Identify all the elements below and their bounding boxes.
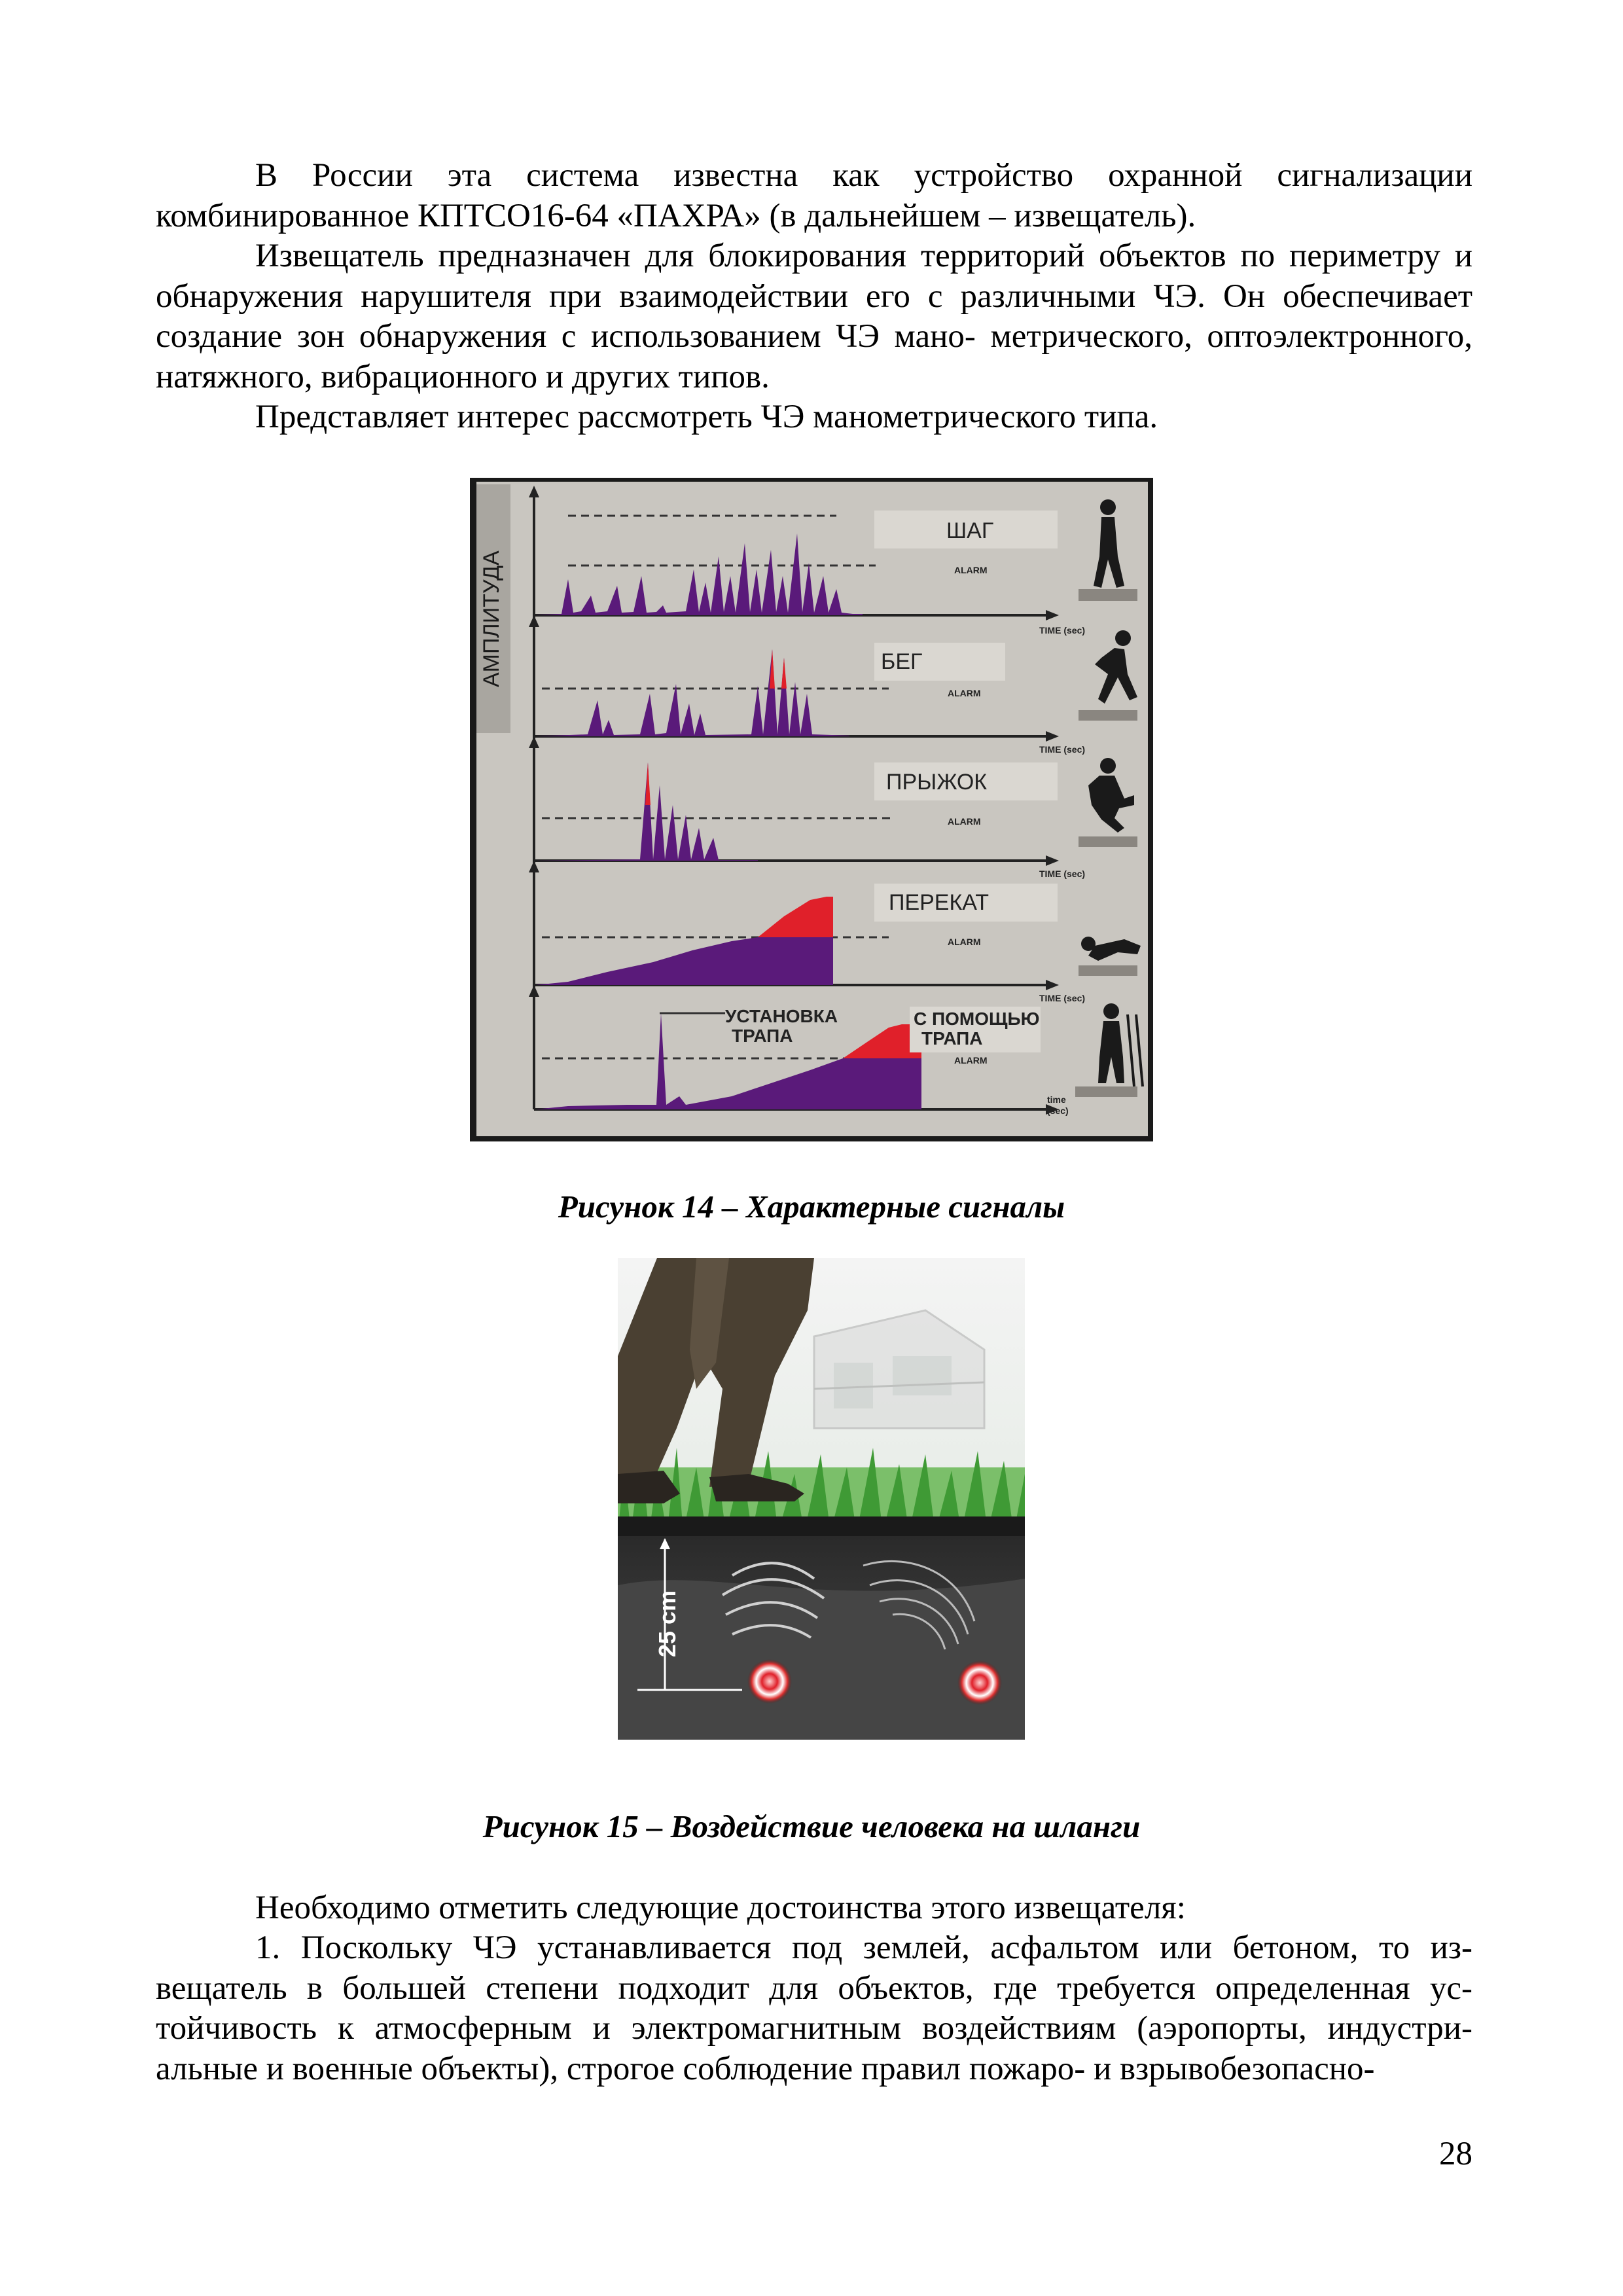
paragraph-5: 1. Поскольку ЧЭ устанавливается под землей, асфальтом или бетоном, то из-вещатель в большей степени подходит для объектов, где требуется определенная ус-тойчивость к атмосферным и электромагнитным воздействиям (аэропорты, индустри-альные и военные объекты), строгое соблюдение правил пожаро- и взрывобезопасно-: [156, 1929, 1472, 2087]
paragraph-1: В России эта система известна как устройство охранной сигнализации комбинированное КПТСО16-64 «ПАХРА» (в дальнейшем – извещатель).: [156, 157, 1472, 234]
time-label-5b: (sec): [1047, 1105, 1069, 1116]
y-axis-label-box: [476, 484, 510, 733]
figure-14-characteristic-signals: [470, 478, 1153, 1141]
alarm-label-4: ALARM: [948, 937, 981, 947]
paragraph-4: Необходимо отметить следующие достоинства этого извещателя:: [255, 1890, 1186, 1926]
panel-label-ladder2-line2: ТРАПА: [921, 1028, 983, 1049]
hose-right-icon: [957, 1660, 1002, 1705]
paragraph-3: Представляет интерес рассмотреть ЧЭ манометрического типа.: [255, 399, 1158, 435]
alarm-label-2: ALARM: [948, 688, 981, 698]
figure-14-caption: Рисунок 14 – Характерные сигналы: [558, 1189, 1065, 1225]
alarm-label-1: ALARM: [954, 565, 988, 575]
alarm-label-3: ALARM: [948, 816, 981, 827]
time-label-2: TIME (sec): [1039, 744, 1086, 755]
figure-15-caption: Рисунок 15 – Воздействие человека на шланги: [482, 1808, 1141, 1844]
figure-15-human-impact-on-hoses: [618, 1258, 1025, 1740]
page-number: 28: [1439, 2136, 1472, 2172]
panel-label-ladder2-line1: С ПОМОЩЬЮ: [914, 1009, 1040, 1029]
panel-label-step: ШАГ: [946, 518, 994, 543]
time-label-4: TIME (sec): [1039, 993, 1086, 1003]
time-label-1: TIME (sec): [1039, 625, 1086, 636]
panel-label-roll: ПЕРЕКАТ: [889, 890, 990, 915]
alarm-label-5: ALARM: [954, 1055, 988, 1066]
panel-label-ladder-line1: УСТАНОВКА: [725, 1006, 838, 1026]
panel-label-jump: ПРЫЖОК: [886, 770, 988, 795]
y-axis-label: АМПЛИТУДА: [479, 550, 504, 687]
depth-label: 25 cm: [654, 1590, 681, 1657]
hose-left-icon: [747, 1659, 792, 1704]
paragraph-2: Извещатель предназначен для блокирования территорий объектов по периметру и обнаружения нарушителя при взаимодействии его с различными ЧЭ. Он обеспечивает создание зон обнаружения с использованием ЧЭ мано- метрического, оптоэлектронного, натяжного, вибрационного и других типов.: [156, 238, 1472, 395]
panel-label-ladder-line2: ТРАПА: [732, 1026, 793, 1046]
time-label-5a: time: [1047, 1094, 1066, 1105]
panel-label-run: БЕГ: [881, 649, 923, 674]
time-label-3: TIME (sec): [1039, 869, 1086, 879]
